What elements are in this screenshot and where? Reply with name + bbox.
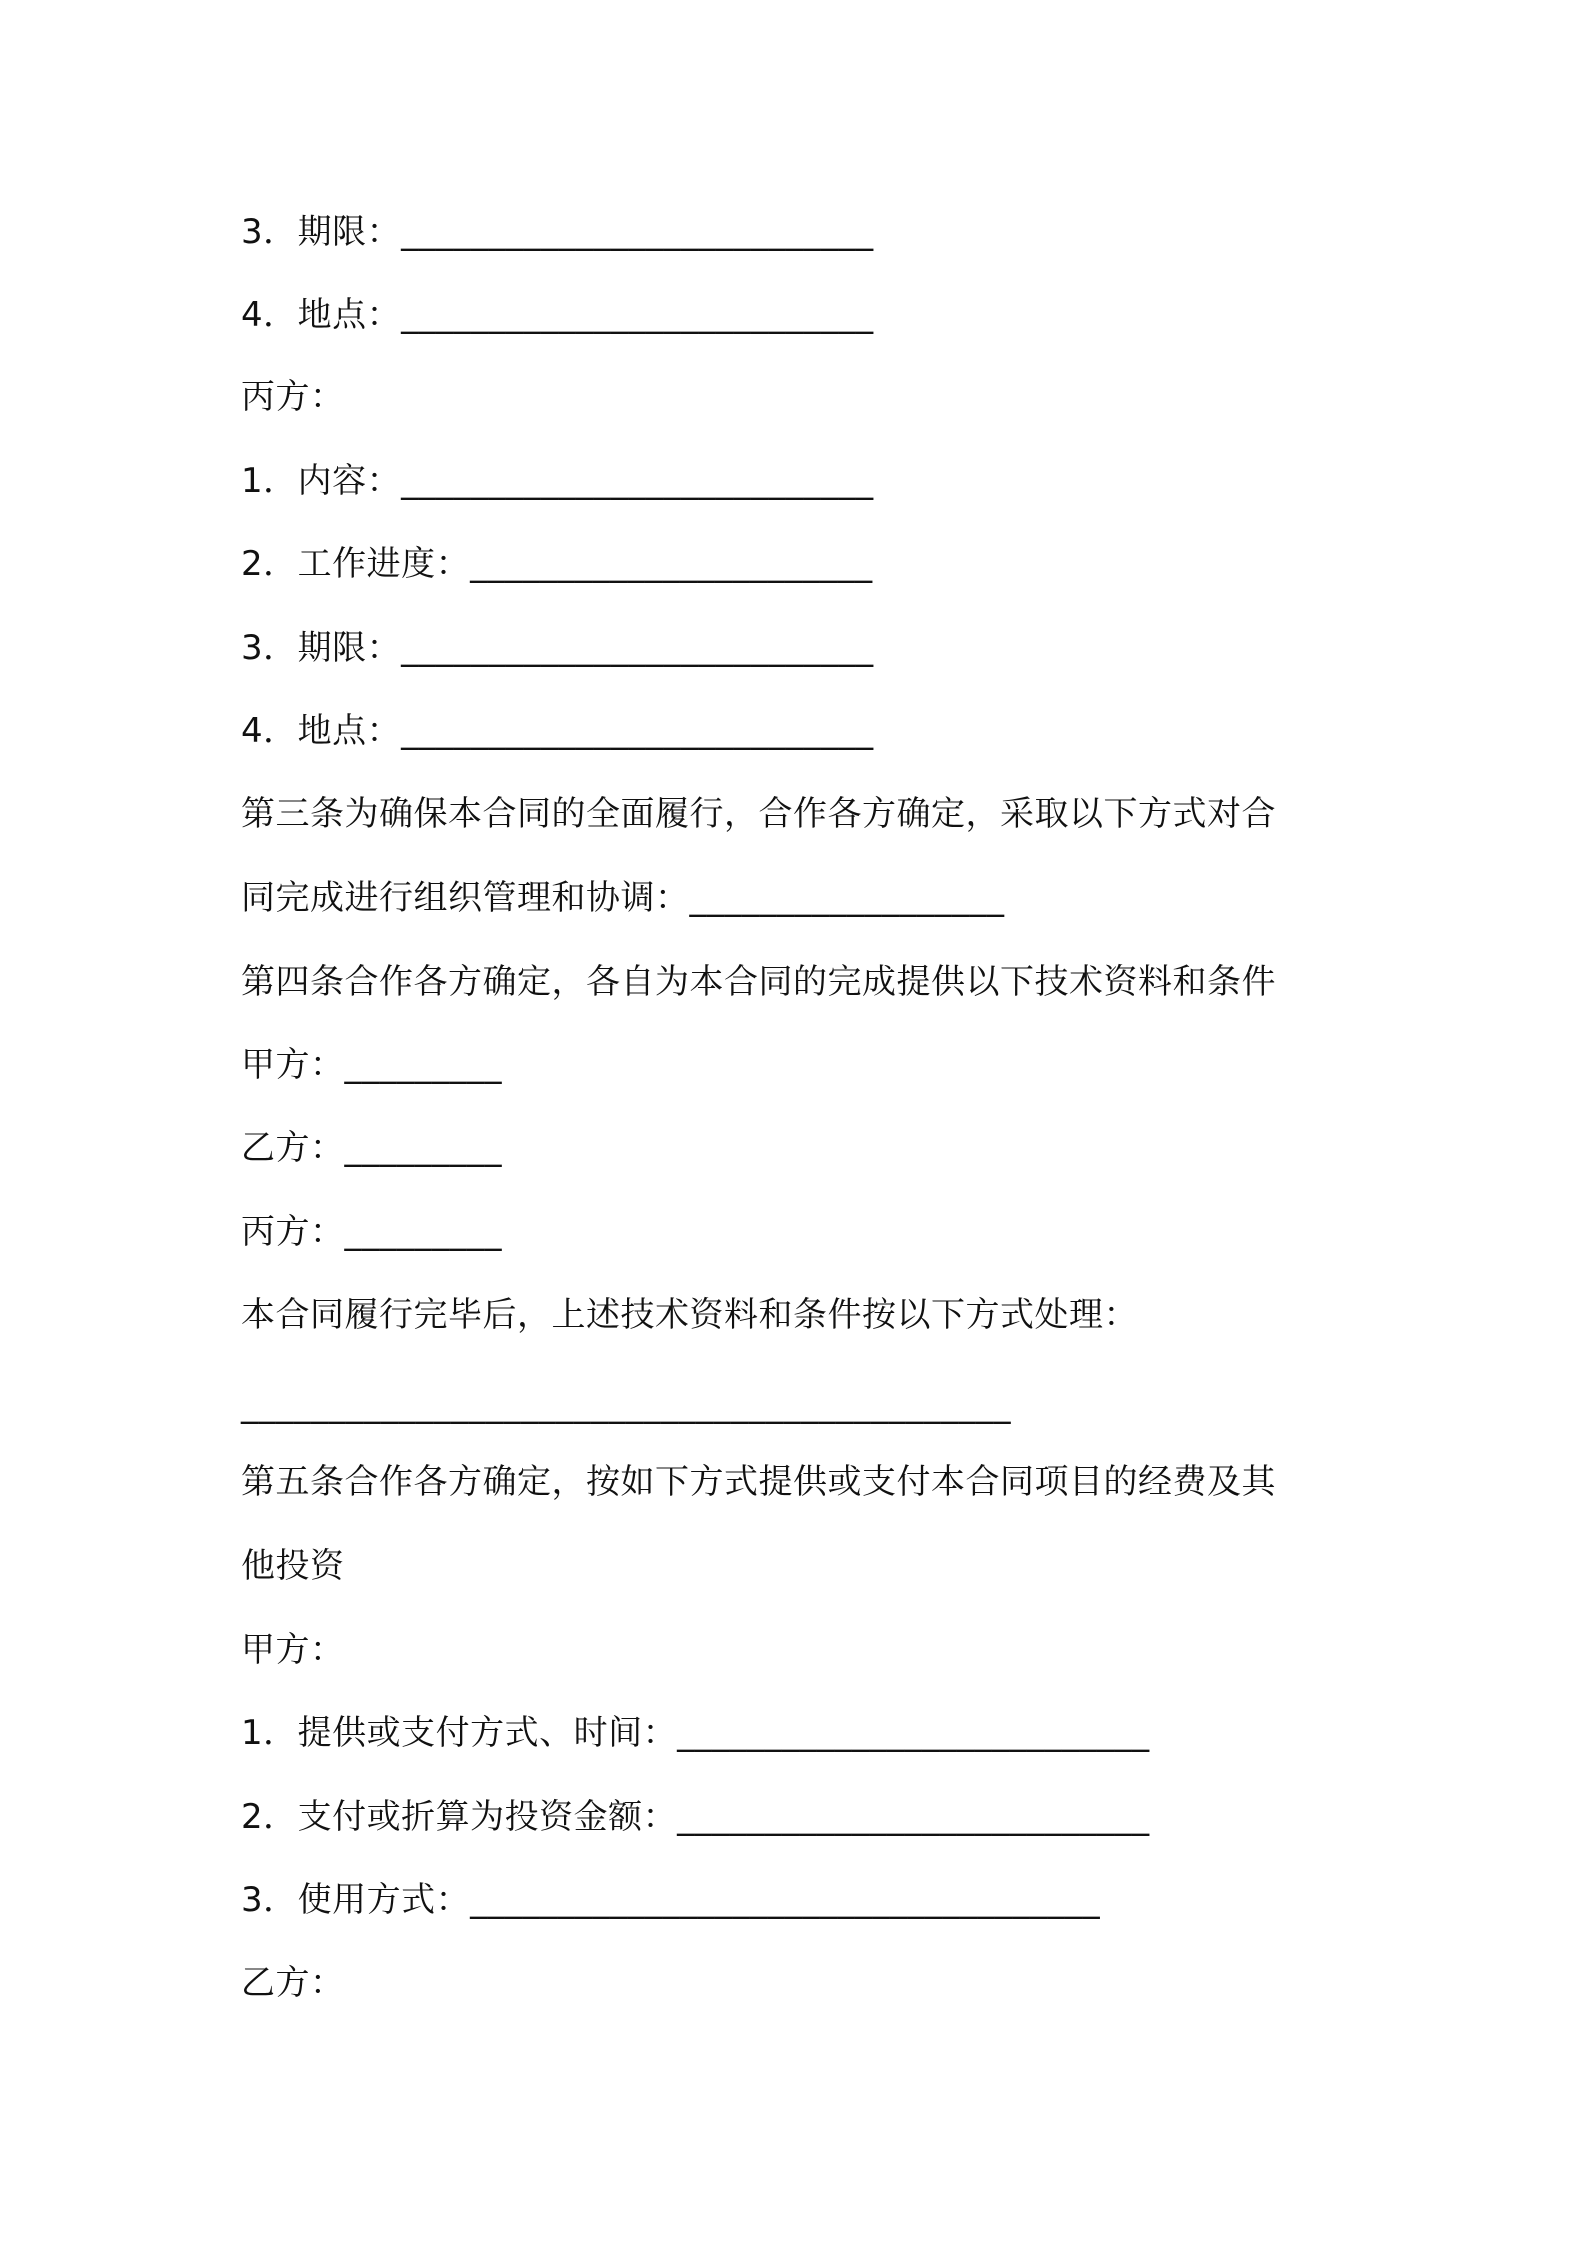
materials-handling-text: 本合同履行完毕后，上述技术资料和条件按以下方式处理： <box>241 1295 1138 1335</box>
item-payment-method: 1．提供或支付方式、时间：___________________________ <box>241 1713 1150 1753</box>
party-c-heading: 丙方： <box>241 377 345 417</box>
article-3-line-1: 第三条为确保本合同的全面履行，合作各方确定，采取以下方式对合 <box>241 794 1276 834</box>
article-5-line-1: 第五条合作各方确定，按如下方式提供或支付本合同项目的经费及其 <box>241 1462 1276 1502</box>
item-period-c: 3．期限：___________________________ <box>241 628 874 668</box>
party-b-materials: 乙方：_________ <box>241 1128 502 1168</box>
article-5-line-2: 他投资 <box>241 1546 345 1586</box>
party-c-materials: 丙方：_________ <box>241 1212 502 1252</box>
item-location-c: 4．地点：___________________________ <box>241 711 874 751</box>
party-a-heading: 甲方： <box>241 1630 345 1670</box>
item-period-1: 3．期限：___________________________ <box>241 212 874 252</box>
item-usage-method: 3．使用方式：____________________________________ <box>241 1880 1101 1920</box>
item-investment-amount: 2．支付或折算为投资金额：___________________________ <box>241 1797 1150 1837</box>
party-b-heading: 乙方： <box>241 1963 345 2003</box>
item-progress-c: 2．工作进度：_______________________ <box>241 544 873 584</box>
article-4-line-1: 第四条合作各方确定，各自为本合同的完成提供以下技术资料和条件 <box>241 962 1276 1002</box>
article-3-line-2: 同完成进行组织管理和协调：__________________ <box>241 878 1005 918</box>
item-content-c: 1．内容：___________________________ <box>241 461 874 501</box>
materials-handling-blank: ____________________________________________ <box>241 1385 1011 1425</box>
item-location-1: 4．地点：___________________________ <box>241 295 874 335</box>
party-a-materials: 甲方：_________ <box>241 1045 502 1085</box>
